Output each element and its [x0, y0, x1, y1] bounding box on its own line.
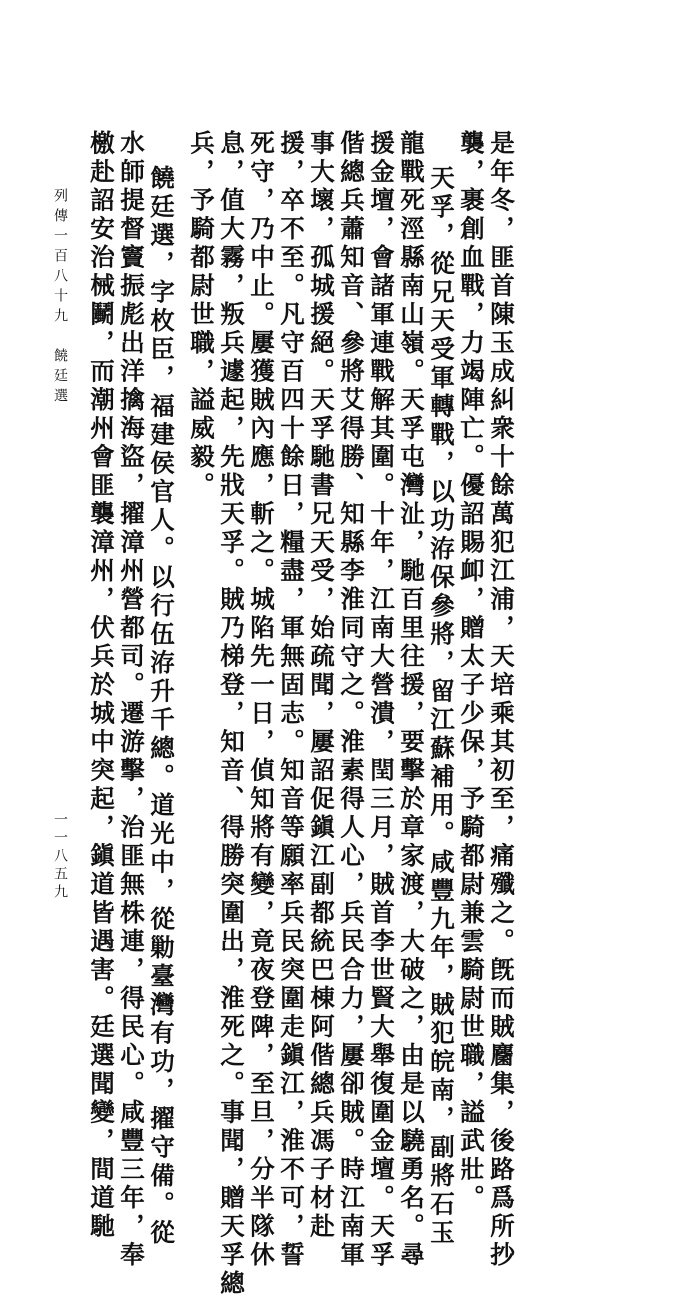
text-column: 龍戰死涇縣南山嶺。天孚屯灣沚，馳百里往援，要擊於章家渡，大破之，由是以驍勇名。尋 — [397, 130, 426, 1270]
text-column: 息，值大霧，叛兵遽起，先戕天孚。賊乃梯登，知音、得勝突圍出，淮死之。事聞，贈天孚總 — [217, 130, 246, 1299]
text-column: 是年冬，匪首陳玉成糾衆十餘萬犯江浦，天培乘其初至，痛殲之。旣而賊麕集，後路爲所抄 — [487, 130, 516, 1270]
text-column: 事大壞，孤城援絕。天孚馳書兄天受，始疏聞，屢詔促鎭江副都統巴棟阿偕總兵馮子材赴 — [307, 130, 336, 1242]
text-column: 死守，乃中止。屢獲賊內應，斬之。城陷先一日，偵知將有變，竟夜登陴，至旦，分半隊休 — [247, 130, 276, 1270]
text-column: 援，卒不至。凡守百四十餘日，糧盡，軍無固志。知音等願率兵民突圍走鎭江，淮不可，誓 — [277, 130, 306, 1270]
page-number: 一一八五九 — [52, 812, 68, 902]
text-column: 檄赴詔安治械鬭，而潮州會匪襲漳州，伏兵於城中突起，鎭道皆遇害。廷選聞變，間道馳 — [87, 130, 116, 1242]
text-column: 襲，裹創血戰，力竭陣亡。優詔賜卹，贈太子少保，予騎都尉兼雲騎尉世職，謚武壯。 — [457, 130, 486, 1213]
text-column: 兵，予騎都尉世職，謚威毅。 — [187, 130, 216, 501]
running-head: 列傳一百八十九 饒廷選 — [52, 188, 68, 408]
text-column: 援金壇，會諸軍連戰解其圍。十年，江南大營潰，閏三月，賊首李世賢大舉復圍金壇。天孚 — [367, 130, 396, 1270]
text-column: 饒廷選，字枚臣，福建侯官人。以行伍洊升千總。道光中，從勦臺灣有功，擢守備。從 — [147, 165, 176, 1248]
text-column: 天孚，從兄天受軍轉戰，以功洊保參將，留江蘇補用。咸豐九年，賊犯皖南，副將石玉 — [427, 165, 456, 1248]
text-column: 偕總兵蕭知音、參將艾得勝、知縣李淮同守之。淮素得人心，兵民合力，屢卻賊。時江南軍 — [337, 130, 366, 1270]
text-column: 水師提督竇振彪出洋擒海盜，擢漳州營都司。遷游擊，治匪無株連，得民心。咸豐三年，奉 — [117, 130, 146, 1270]
